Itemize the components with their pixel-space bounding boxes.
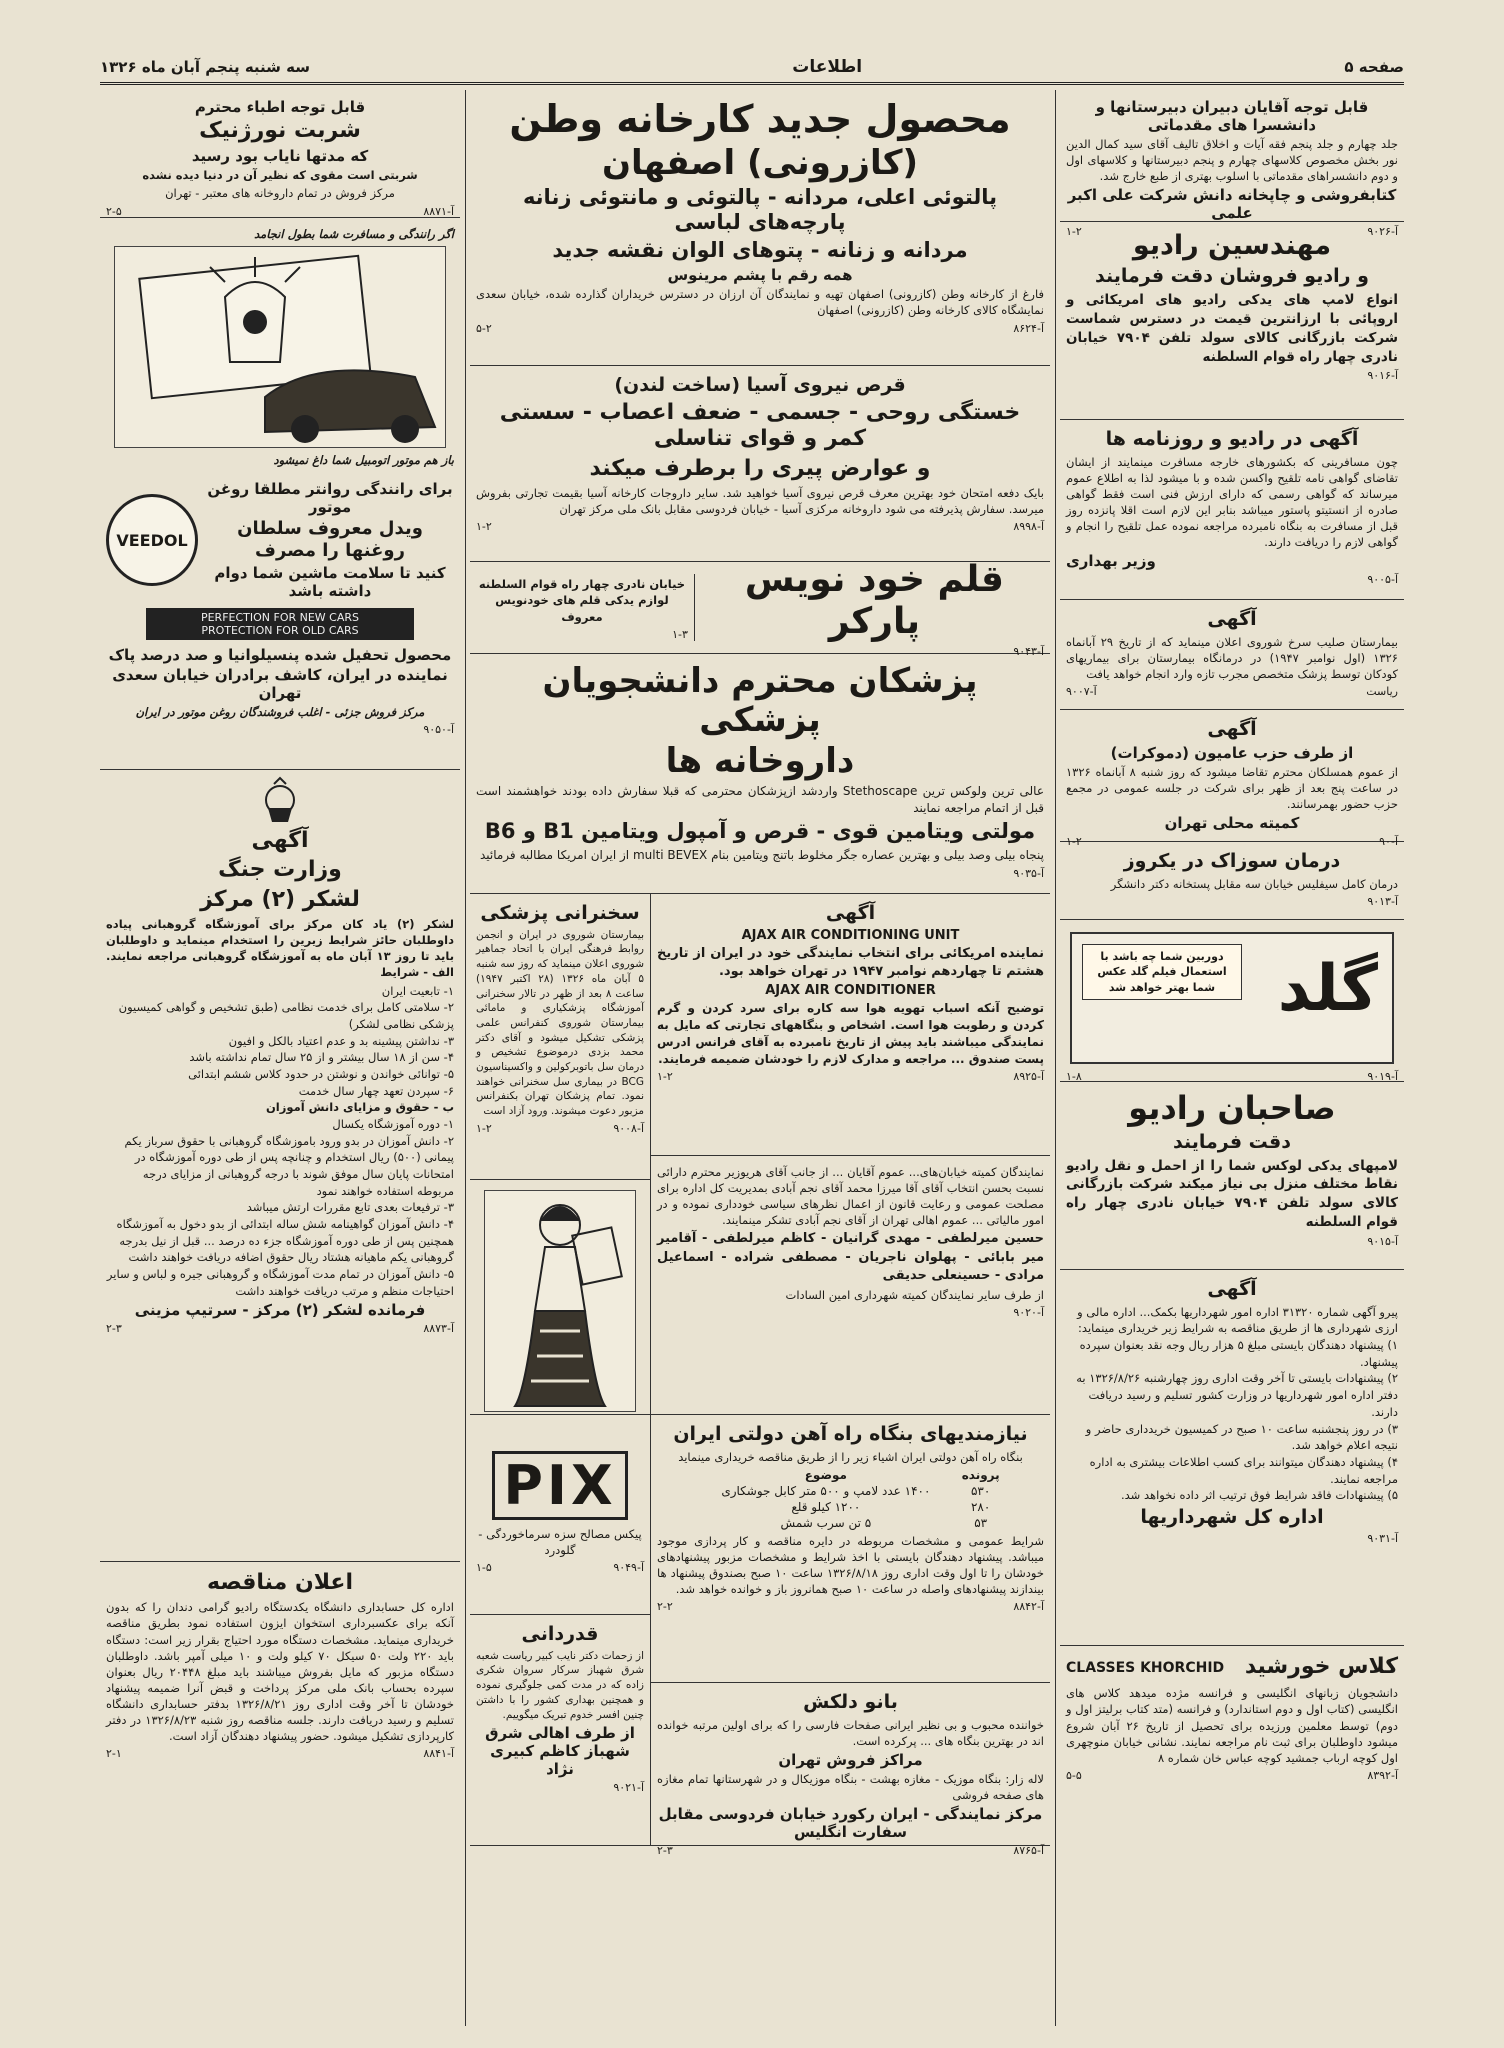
page-number: صفحه ۵: [1344, 58, 1404, 76]
war-title: آگهی: [251, 828, 309, 853]
war-sign: فرمانده لشکر (۲) مرکز - سرتیپ مزینی: [134, 1301, 426, 1320]
war-item: ب - حقوق و مزایای دانش آموزان: [265, 1100, 454, 1115]
radio-notice-code: آ-۹۰۰۵: [1367, 573, 1398, 587]
railway-ad: [651, 1415, 1050, 1683]
pix-text: پیکس مصالح سزه سرماخوردگی - گلودرد: [478, 1527, 642, 1558]
municipality-item: پیرو آگهی شماره ۳۱۳۲۰ اداره امور شهرداریها بکمک... اداره مالی و ارزی شهرداری ها از طریق مناقصه به شرایط زیر خریداری مینماید:: [1077, 1304, 1398, 1336]
table-row: [696, 1483, 1006, 1499]
left-column: [100, 90, 460, 2026]
radio-owners-ad: [1060, 1082, 1404, 1270]
doctors-title2: داروخانه ها: [665, 741, 855, 782]
ajax-title: آگهی: [825, 902, 876, 924]
asia-code: آ-۸۹۹۸: [1013, 520, 1044, 534]
pix-ad: [470, 1415, 650, 1615]
war-item: ۲- دانش آموزان در بدو ورود باموزشگاه گروهبانی با حقوق سرباز یکم پیمانی (۵۰۰) ریال استخدام و چنانچه پس از طی دوره آموزشگاه در امتحانات پایان سال موفق شوند با درجه گروهبانی از مزایای درجه مربوطه استفاده خواهند نمود: [124, 1133, 454, 1198]
municipality-item: ۴) پیشنهاد دهندگان میتوانند برای کسب اطلاعات بیشتری به اداره مراجعه نمایند.: [1089, 1454, 1398, 1486]
syrup-text2: شربتی است مقوی که نظیر آن در دنیا دیده نشده: [142, 168, 418, 183]
election-ad: [651, 1156, 1050, 1414]
syrup-text3: مرکز فروش در تمام داروخانه های معتبر - تهران: [165, 186, 395, 201]
ajax-text1: نماینده امریکائی برای انتخاب نمایندگی خود در ایران از تاریخ هشتم تا چهاردهم نوامبر ۱۹۴۷ در تهران خواهد بود.: [657, 945, 1044, 979]
asia-title: قرص نیروی آسیا (ساخت لندن): [614, 374, 906, 396]
veedol-agent: نماینده در ایران، کاشف برادران خیابان سعدی تهران: [112, 666, 448, 703]
tender-text: اداره کل حسابداری دانشگاه یکدستگاه رادیو گرامی دندان را که بدون آنکه برای عکسبرداری استخوان ایزون استفاده نمود بطریق مناقصه خریداری مینماید. مشخصات دستگاه مورد احتیاج بقرار زیر است: دستگاه باید ۲۲۰ ولت ۵۰ سیکل ۷۰ کیلو ولت و ۱۰ میلی آمپر باشد. داوطلبان دستگاه مزبور که مایل بفروش میباشند باید مبلغ ۲۰۴۴۸ ریال بعنوان سپرده بحساب بانک ملی مرکز پرداخت و قبض آنرا ضمیمه پیشنهاد خودشان تا آخر وقت اداری روز ۱۳۲۶/۸/۲۱ بدفتر حسابداری دانشگاه تسلیم و رسید دریافت دارند. جلسه مناقصه روز شنبه ۱۳۲۶/۸/۲۳ در دفتر کارپردازی تشکیل میشود. حضور پیشنهاد دهندگان آزاد است.: [106, 1600, 455, 1744]
railway-col-subject: موضوع: [804, 1467, 847, 1482]
radio-owners-title: صاحبان رادیو: [1128, 1089, 1336, 1127]
veedol-line3: کنید تا سلامت ماشین شما دوام داشته باشد: [214, 564, 446, 601]
war-item: ۶- سپردن تعهد چهار سال خدمت: [298, 1083, 454, 1098]
radio-owners-code: آ-۹۰۱۵: [1367, 1235, 1398, 1249]
page-header: [100, 52, 1404, 85]
middle-split-left: [470, 894, 651, 1414]
teachers-code: آ-۹۰۲۶: [1367, 225, 1398, 239]
table-cell: ۵۳۰: [970, 1483, 991, 1498]
tender-ad: [100, 1562, 460, 2012]
party-code: آ-۹۰: [1379, 835, 1398, 849]
asia-pills-ad: [470, 366, 1050, 562]
election-names: حسین میرلطفی - مهدی گرانیان - کاظم میرلطفی - آقامیر میر بابائی - پهلوان ناجریان - مصطفی شراده - اسماعیل مرادی - حسینعلی حدیقی: [657, 1231, 1044, 1283]
election-text: نمایندگان کمیته خیابان‌های... عموم آقایان ... از جانب آقای هریوزیر محترم دارائی نسبت بحسن انتخاب آقای آقا میرزا محمد آقای نجم آبادی بمدیریت کل اداره برای مصلحت عمومی و رعایت قانون از اعمال نظرهای سیاسی خودداری نموده و در امور مالیاتی ... عموم اهالی تهران از آقای نجم آبادی تشکر مینمایند.: [657, 1165, 1044, 1228]
vatan-num: ۵-۲: [476, 321, 492, 335]
treatment-ad: [1060, 842, 1404, 920]
doctors-text: عالی ترین ولوکس ترین Stethoscape واردشد ازپزشکان محترمی که قبلا سفارش داده بودند خواهشمند است قبل از اتمام مراجعه نمایند: [476, 784, 1044, 816]
vatan-factory-ad: [470, 90, 1050, 366]
radio-owners-text: لامپهای یدکی لوکس شما را از احمل و نقل رادیو نقاط مختلف منزل بی نیاز میکند شرکت بازرگانی کالای سولد تلفن ۷۹۰۴ خیابان نادری چهار راه قوام السلطنه: [1066, 1157, 1398, 1231]
teachers-title: قابل توجه آقایان دبیران دبیرستانها و دانشسرا های مقدماتی: [1095, 98, 1369, 134]
delkash-sub: مراکز فروش تهران: [778, 1750, 923, 1769]
veedol-code: آ-۹۰۵۰: [423, 723, 454, 737]
ajax-latin2: AJAX AIR CONDITIONER: [765, 983, 936, 999]
municipality-sign: اداره کل شهرداریها: [1140, 1505, 1324, 1528]
thanks-code: آ-۹۰۲۱: [613, 1781, 644, 1795]
middle-split-block-2: [470, 1415, 1050, 1858]
party-num: ۱-۲: [1066, 835, 1082, 849]
gold-film-code: آ-۹۰۱۹: [1367, 1070, 1398, 1083]
middle-split-right: [651, 894, 1050, 1414]
treatment-text: درمان کامل سیفلیس خیابان سه مقابل پستخانه دکتر دانشگر: [1110, 876, 1398, 891]
municipality-item: ۱) پیشنهاد دهندگان بایستی مبلغ ۵ هزار ریال وجه نقد بعنوان سپرده پیشنهاد.: [1079, 1338, 1398, 1369]
middle-split2-right: [651, 1415, 1050, 1858]
khorshid-num: ۵-۵: [1066, 1768, 1082, 1782]
table-cell: ۵ تن سرب شمش: [780, 1515, 872, 1530]
delkash-ad: [651, 1683, 1050, 1858]
railway-code: آ-۸۸۴۲: [1013, 1600, 1044, 1614]
tender-title: اعلان مناقصه: [207, 1570, 353, 1595]
middle-split2-left: [470, 1415, 651, 1845]
column-rule-right: [1055, 90, 1056, 2026]
delkash-num: ۲-۳: [657, 1844, 673, 1858]
khorshid-latin: CLASSES KHORCHID: [1066, 1659, 1225, 1676]
veedol-logo: [106, 494, 198, 586]
veedol-line1: برای رانندگی روانتر مطلقا روغن موتور: [207, 480, 453, 517]
railway-text: شرایط عمومی و مشخصات مربوطه در دایره مناقصه و کار پردازی موجود میباشد. پیشنهاد دهندگان بایستی با اخذ شرایط و مشخصات مزبور پیشنهادهای خودشان را تا اول وقت اداری روز ۱۳۲۶/۸/۱۸ ساعت ۱۰ صبح بصندوق پیشنهاد ها بیندازند پیشنهادهای واصله در ساعت ۱۰ صبح همانروز باز و خوانده خواهد شد.: [657, 1533, 1044, 1597]
lion-sun-emblem-icon: [250, 778, 310, 826]
teachers-text: جلد چهارم و جلد پنجم فقه آیات و اخلاق تالیف آقای سید کمال الدین نور بخش مخصوص کلاسهای چهارم و پنجم دبیرستانها و کلاسهای اول و دوم دانشسراهای مقدماتی با اسلوب بهتری از طبع خارج شد.: [1066, 137, 1398, 184]
lecture-ad: [470, 894, 650, 1180]
railway-title: نیازمندیهای بنگاه راه آهن دولتی ایران: [673, 1423, 1028, 1445]
delkash-title: بانو دلکش: [803, 1691, 898, 1713]
municipality-ad: [1060, 1270, 1404, 1646]
treatment-title: درمان سوزاک در یکروز: [1123, 850, 1341, 872]
vatan-code: آ-۸۶۲۴: [1013, 321, 1044, 335]
asia-title3: و عوارض پیری را برطرف میکند: [589, 455, 931, 481]
parker-pen-ad: [470, 559, 1050, 658]
election-code: آ-۹۰۲۰: [1013, 1306, 1044, 1320]
lecture-num: ۱-۲: [476, 1121, 492, 1135]
doctors-code: آ-۹۰۳۵: [1013, 866, 1044, 880]
teachers-sign: کتابفروشی و چاپخانه دانش شرکت علی اکبر علمی: [1067, 186, 1397, 223]
hospital-ad: [1060, 600, 1404, 710]
engineers-ad: [1060, 222, 1404, 420]
norgenic-syrup-ad: [100, 90, 460, 218]
syrup-title: قابل توجه اطباء محترم: [194, 98, 366, 116]
table-cell: ۱۴۰۰ عدد لامپ و ۵۰۰ متر کابل جوشکاری: [721, 1483, 931, 1498]
party-title: آگهی: [1207, 718, 1257, 740]
war-item: ۲- سلامتی کامل برای خدمت نظامی (طبق تشخیص و گواهی کمیسیون پزشکی نظامی لشکر): [118, 1000, 454, 1031]
veedol-caption1: اگر رانندگی و مسافرت شما بطول انجامد: [254, 227, 454, 241]
engineers-title: مهندسین رادیو: [1132, 230, 1332, 261]
asia-num: ۱-۲: [476, 520, 492, 534]
thanks-sign: از طرف اهالی شرق شهباز کاظم کبیری نژاد: [485, 1724, 635, 1779]
war-items: [106, 983, 454, 1300]
khorshid-title: کلاس خورشید: [1244, 1654, 1398, 1679]
khorshid-code: آ-۸۳۹۲: [1367, 1768, 1398, 1782]
railway-header-row: [696, 1467, 1006, 1483]
municipality-item: ۳) در روز پنجشنبه ساعت ۱۰ صبح در کمیسیون خریدداری حاضر و نتیجه اعلام خواهد شد.: [1085, 1421, 1398, 1453]
ajax-text2: توضیح آنکه اسباب تهویه هوا سه کاره برای سرد کردن و گرم کردن و رطوبت هوا است. اشخاص و بنگاههای تجارتی که مایل به نمایندگی میباشند باید پیش از تاریخ نامبرده به آقای فرانس ادرس پست صندوق ... مراجعه و مدارک لازم را خودشان ضمیمه فرمایند.: [657, 1001, 1044, 1066]
railway-table: [696, 1467, 1006, 1531]
veedol-line2: ویدل معروف سلطان روغنها را مصرف: [237, 518, 423, 561]
khorshid-text: دانشجویان زبانهای انگلیسی و فرانسه مژده میدهد کلاس های انگلیسی (کتاب اول و دوم استاندارد) و فرانسه (متد کتاب برلیتز اول و دوم) توسط معلمین ورزیده برای تحصیل از تاریخ ۲۶ آبان شروع میشود داوطلبان برای ثبت نام مراجعه نمایند. نشانی خیابان منوچهری اول کوچه ارباب جمشید کوچه عباس خان شماره ۸: [1066, 1686, 1398, 1765]
vatan-text2: مردانه و زنانه - پتوهای الوان نقشه جدید: [552, 238, 968, 263]
tender-num: ۲-۱: [106, 1747, 122, 1761]
parker-aside: خیابان نادری چهار راه قوام السلطنه لوازم یدکی قلم های خودنویس معروف: [478, 577, 686, 624]
car-lamp-illustration: [114, 246, 446, 448]
doctors-vitamins: مولتی ویتامین قوی - قرص و آمپول ویتامین B1 و B6: [484, 818, 1036, 843]
war-item: ۳- ترفیعات بعدی تابع مقررات ارتش میباشد: [246, 1200, 454, 1215]
veedol-caption2: باز هم موتور اتومبیل شما داغ نمیشود: [273, 453, 454, 468]
lecture-text: بیمارستان شوروی در ایران و انجمن روابط فرهنگی ایران با اتحاد جماهیر شوروی اعلان مینماید که روز سه شنبه ۵ آبان ماه ۱۳۲۶ (۲۸ اکتبر ۱۹۴۷) ساعت ۸ بعد از ظهر در تالار سخنرانی آموزشگاه پزشکیاری و مامائی بیمارستان شوروی کنفرانس علمی پزشکی تشکیل میشود و آقای دکتر محمد بزدی درموضوع تشخیص و درمان سل باتوبرکولین و واکسیناسیون BCG در بیماری سل سخنرانی خواهند نمود. تمام پزشکان تهران بکنفرانس مزبور دعوت میشوند. ورود آزاد است: [476, 928, 645, 1118]
page-date: سه شنبه پنجم آبان ماه ۱۳۲۶: [100, 58, 310, 76]
middle-split-block-1: [470, 894, 1050, 1415]
war-item: ۱- تابعیت ایران: [381, 983, 454, 998]
gold-film-frame: [1070, 932, 1394, 1064]
syrup-text1: که مدتها نایاب بود رسید: [191, 147, 369, 166]
party-sign: کمیته محلی تهران: [1164, 814, 1300, 833]
radio-notice-text: چون مسافرینی که بکشورهای خارجه مسافرت مینمایند از ایشان تقاضای گواهی نامه تلقیح واکسن شده و با میشود لذا به اطلاع عموم میرساند که گواهی رسمی که دارای ارزش فنی است فقط گواهی صادره از انستیتو پاستور میباشد بنابر این لازم است اقلا پانزده روز قبل از مسافرت به بنگاه نامبرده مراجعه نموده عمل تلقیح را انجام و گواهی لازم را دریافت دارند.: [1066, 454, 1398, 550]
war-sub2: لشکر (۲) مرکز: [200, 886, 360, 912]
syrup-code: آ-۸۸۷۱: [423, 204, 454, 218]
asia-text: بایک دفعه امتحان خود بهترین معرف قرص نیروی آسیا خواهید شد. سایر داروجات کارخانه آسیا بقیمت تجارتی بفروش میرسد. سفارش پذیرفته می شود داروخانه مرکزی آسیا - خیابان فردوسی مقابل بانک ملی مرکز تهران: [476, 485, 1044, 517]
tender-code: آ-۸۸۴۱: [423, 1747, 454, 1761]
pix-woman-illustration: [484, 1190, 636, 1412]
hospital-code: آ-۹۰۰۷: [1066, 685, 1097, 699]
hospital-text: بیمارستان صلیب سرخ شوروی اعلان مینماید که از تاریخ ۲۹ آبانماه ۱۳۲۶ (اول نوامبر ۱۹۴۷) در درمانگاه بیمارستان برای بیماریهای کودکان توسط پزشک متخصص مجرب تازه وارد انجام خواهد یافت: [1066, 634, 1398, 681]
engineers-sub: و رادیو فروشان دقت فرمایند: [1095, 265, 1369, 288]
ajax-ad: [651, 894, 1050, 1156]
hospital-title: آگهی: [1207, 608, 1257, 630]
war-item: ۵- توانائی خواندن و نوشتن در حدود کلاس ششم ابتدائی: [188, 1066, 454, 1081]
veedol-text: محصول تحفیل شده پنسیلوانیا و صد درصد پاک: [108, 646, 452, 665]
pix-code: آ-۹۰۴۹: [613, 1561, 644, 1575]
war-item: ۳- نداشتن پیشینه بد و عدم اعتیاد بالکل و افیون: [228, 1033, 454, 1048]
radio-owners-sub: دقت فرمایند: [1173, 1130, 1291, 1153]
vatan-text3: همه رقم با پشم مرینوس: [667, 266, 853, 285]
delkash-code: آ-۸۷۶۵: [1013, 1844, 1044, 1858]
doctors-title: پزشکان محترم دانشجویان پزشکی: [542, 661, 978, 741]
thanks-text: از زحمات دکتر نایب کبیر ریاست شعبه شرق شهباز سرکار سروان شکری زاده که در مدت کمی جلوگیری نموده و همچنین بهداری کشور را با داشتن چنین افسر خدوم تبریک میگوییم.: [476, 1649, 644, 1721]
parker-title: قلم خود نویس پارکر: [744, 559, 1004, 642]
party-text: از عموم همسلکان محترم تقاضا میشود که روز شنبه ۸ آبانماه ۱۳۲۶ در ساعت پنج بعد از ظهر برای شرکت در جلسه عمومی در مجمع حزب حضور بهمرسانند.: [1066, 764, 1398, 811]
ajax-latin1: AJAX AIR CONDITIONING UNIT: [741, 927, 960, 943]
syrup-sub: شربت نورژنیک: [199, 118, 361, 143]
column-rule-left: [465, 90, 466, 2026]
war-intro: لشکر (۲) یاد کان مرکز برای آموزشگاه گروهبانی پیاده داوطلبان حائز شرایط زیرین را استخدام مینماید و داوطلبان باید تا روز ۱۳ آبان ماه به آموزشگاه گروهبانی مراجعه نمایند. الف - شرایط: [106, 917, 455, 980]
vatan-text1: پالتوئی اعلی، مردانه - پالتوئی و مانتوئی زنانه پارچه‌های لباسی: [522, 184, 998, 234]
table-row: [696, 1499, 1006, 1515]
gold-film-logo: گلد: [1277, 952, 1378, 1026]
doctors-ad: [470, 654, 1050, 894]
railway-num: ۲-۲: [657, 1600, 673, 1614]
middle-column: [470, 90, 1050, 2026]
election-closing: از طرف سایر نمایندگان کمیته شهرداری امین السادات: [785, 1287, 1044, 1302]
railway-sub: بنگاه راه آهن دولتی ایران اشیاء زیر را از طریق مناقصه خریداری مینماید: [678, 1449, 1023, 1464]
table-cell: ۱۲۰۰ کیلو قلع: [791, 1499, 861, 1514]
engineers-code: آ-۹۰۱۶: [1367, 369, 1398, 383]
municipality-code: آ-۹۰۳۱: [1367, 1531, 1398, 1545]
veedol-sales: مرکز فروش جزئی - اغلب فروشندگان روغن موتور در ایران: [135, 705, 425, 720]
thanks-ad: [470, 1615, 650, 1845]
radio-notice-sign: وزیر بهداری: [1066, 552, 1156, 571]
ajax-num: ۱-۲: [657, 1070, 673, 1084]
teachers-num: ۱-۲: [1066, 225, 1082, 239]
treatment-code: آ-۹۰۱۳: [1367, 894, 1398, 908]
paper-name: اطلاعات: [792, 57, 863, 77]
war-item: ۴- دانش آموزان گواهینامه شش ساله ابتدائی از بدو دخول به آموزشگاه همچنین پس از طی دوره آموزشگاه جزء ده درصد ... قبل از نیل بدرجه گروهبانی یکم ماهیانه هشتاد ریال حقوق اضافه دریافت خواهند داشت: [116, 1216, 454, 1265]
municipality-title: آگهی: [1207, 1278, 1257, 1300]
veedol-slogan1: PERFECTION FOR NEW CARS: [200, 611, 360, 625]
radio-notice-title: آگهی در رادیو و روزنامه ها: [1105, 428, 1359, 450]
table-cell: ۵۳: [974, 1515, 988, 1530]
doctors-text2: پنجاه بیلی وصد بیلی و بهترین عصاره جگر مخلوط باتنج ویتامین بنام multi BEVEX از ایران امریکا مطالبه فرمائید: [479, 848, 1044, 863]
veedol-brand: VEEDOL: [116, 530, 188, 550]
veedol-slogan2: PROTECTION FOR OLD CARS: [201, 624, 359, 638]
lecture-code: آ-۹۰۰۸: [613, 1121, 644, 1135]
parker-num: ۱-۳: [672, 627, 688, 641]
war-item: ۵- دانش آموزان در تمام مدت آموزشگاه و گروهبانی جیره و لباس و سایر احتیاجات منظم و مرتب دریافت خواهند داشت: [106, 1266, 454, 1298]
war-num: ۲-۳: [106, 1322, 122, 1336]
lecture-title: سخنرانی پزشکی: [480, 902, 640, 924]
vatan-title: محصول جدید کارخانه وطن: [509, 97, 1011, 141]
railway-col-file: پرونده: [961, 1467, 1000, 1482]
parker-code: آ-۹۰۴۳: [1013, 644, 1044, 658]
syrup-num: ۲-۵: [106, 204, 122, 218]
pix-ad-top: [470, 1180, 650, 1414]
pix-num: ۱-۵: [476, 1561, 492, 1575]
delkash-center: مرکز نمایندگی - ایران رکورد خیابان فردوسی مقابل سفارت انگلیس: [658, 1805, 1043, 1842]
hospital-sign: ریاست: [1366, 685, 1398, 699]
war-item: ۴- سن از ۱۸ سال بیشتر و از ۲۵ سال تمام نداشته باشد: [189, 1050, 454, 1065]
party-sub: از طرف حزب عامیون (دموکرات): [1110, 743, 1354, 762]
pix-brand: PIX: [492, 1451, 628, 1520]
delkash-text2: لاله زار: بنگاه موزیک - مغازه بهشت - بنگاه موزیکال و در شهرستانها تمام مغازه های صفحه فروشی: [657, 1771, 1044, 1803]
gold-film-ad: [1060, 920, 1404, 1082]
asia-title2: خستگی روحی - جسمی - ضعف اعصاب - سستی کمر و قوای تناسلی: [499, 399, 1021, 452]
ajax-code: آ-۸۹۲۵: [1013, 1070, 1044, 1084]
engineers-text: انواع لامپ های یدکی رادیو های امریکائی و اروپائی با ارزانترین قیمت در دسترس شماست شرکت بازرگانی کالای سولد تلفن ۷۹۰۴ خیابان نادری چهار راه قوام السلطنه: [1066, 291, 1398, 365]
party-ad: [1060, 710, 1404, 849]
gold-film-slogan: دوربین شما چه باشد با استعمال فیلم گلد عکس شما بهتر خواهد شد: [1082, 944, 1242, 1000]
municipality-items: [1066, 1304, 1398, 1504]
khorshid-class-ad: [1060, 1646, 1404, 1828]
teachers-ad: [1060, 90, 1404, 239]
thanks-title: قدردانی: [521, 1623, 599, 1645]
veedol-slogan-box: [146, 608, 414, 640]
right-column: [1060, 90, 1404, 2026]
war-item: ۱- دوره آموزشگاه یکسال: [332, 1116, 454, 1131]
war-sub: وزارت جنگ: [218, 857, 342, 883]
war-code: آ-۸۸۷۳: [423, 1322, 454, 1336]
delkash-text: خواننده محبوب و بی نظیر ایرانی صفحات فارسی را که برای اولین مرتبه خوانده اند در بهترین بنگاه های ... پرکرده است.: [657, 1717, 1044, 1748]
vatan-text4: فارغ از کارخانه وطن (کازرونی) اصفهان تهیه و نمایندگان آن ارزان در دسترس خریداران گذارده شده، خیابان سعدی نمایشگاه کالای کارخانه وطن (کازرونی) اصفهان: [476, 287, 1044, 318]
vatan-title2: (کازرونی) اصفهان: [601, 142, 919, 183]
municipality-item: ۲) پیشنهادات بایستی تا آخر وقت اداری روز چهارشنبه ۱۳۲۶/۸/۲۶ به دفتر اداره امور شهرداریها در وزارت کشور تسلیم و رسید دریافت دارند.: [1076, 1371, 1398, 1419]
war-ministry-ad: [100, 770, 460, 1562]
veedol-oil-ad: [100, 218, 460, 770]
municipality-item: ۵) پیشنهادات فاقد شرایط فوق ترتیب اثر داده نخواهد شد.: [1120, 1488, 1398, 1503]
table-cell: ۲۸۰: [970, 1499, 991, 1514]
radio-notice-ad: [1060, 420, 1404, 600]
table-row: [696, 1515, 1006, 1531]
gold-film-num: ۱-۸: [1066, 1070, 1082, 1083]
